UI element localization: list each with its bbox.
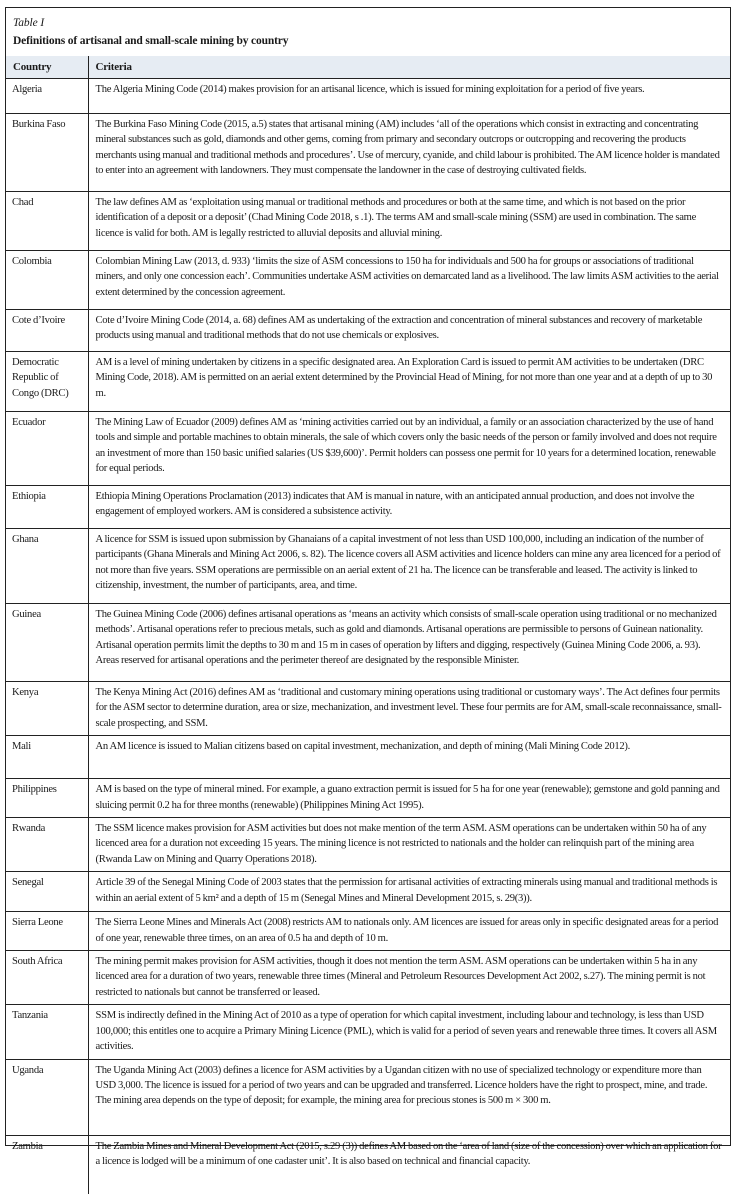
criteria-cell: An AM licence is issued to Malian citizens based on capital investment, mechanization, and depth of mining (Mali Mining Code 2012). (88, 736, 730, 779)
table-row (6, 604, 730, 682)
table-row (6, 79, 730, 114)
table-body (6, 79, 730, 1194)
country-cell: Ghana (6, 529, 88, 604)
definitions-table (6, 56, 730, 1194)
table-row (6, 818, 730, 872)
header-row (6, 56, 730, 79)
country-cell: Chad (6, 192, 88, 251)
table-header (6, 56, 730, 79)
criteria-cell: The Guinea Mining Code (2006) defines artisanal operations as ‘means an activity which consists of small-scale operation using traditional or no mechanized methods’. Artisanal operations refer to precious metals, such as gold and diamonds. Artisanal operations are permissible to persons of Guinean nationality. Artisanal operation permits limit the depths to 30 m and 15 m in cases of operation by lifters and digging, respectively (Guinea Mining Code 2006, a. 93). Areas reserved for artisanal operations and the perimeter thereof are designated by the responsible Minister. (88, 604, 730, 682)
table-row (6, 310, 730, 352)
country-cell: Philippines (6, 779, 88, 818)
table-row (6, 412, 730, 486)
table-row (6, 486, 730, 529)
criteria-cell: The law defines AM as ‘exploitation using manual or traditional methods and procedures or both at the same time, and which is not based on the prior identification of a deposit or a deposit’ (Chad Mining Code 2018, s .1). The terms AM and small-scale mining (SSM) are used in combination. The same licence is valid for both. AM is legally restricted to alluvial deposits and alluvial mining. (88, 192, 730, 251)
country-cell: Sierra Leone (6, 912, 88, 951)
table-row (6, 192, 730, 251)
criteria-cell: The Mining Law of Ecuador (2009) defines AM as ‘mining activities carried out by an individual, a family or an association characterized by the use of hand tools and simple and portable machines to obtain minerals, the sale of which covers only the basic needs of the person or family involved and does not require an investment of more than 150 basic unified salaries (US $39,600)’. Permit holders can possess one permit for 10 years for a determined location, renewable for equal periods. (88, 412, 730, 486)
country-cell: Guinea (6, 604, 88, 682)
country-cell: Cote d’Ivoire (6, 310, 88, 352)
country-cell: Democratic Republic of Congo (DRC) (6, 352, 88, 412)
criteria-cell: AM is based on the type of mineral mined. For example, a guano extraction permit is issued for 5 ha for one year (renewable); gemstone and gold panning and sluicing permit 0.2 ha for three months (renewable) (Philippines Mining Act 1995). (88, 779, 730, 818)
country-cell: Colombia (6, 251, 88, 310)
table-label: Table I (13, 14, 730, 32)
table-row (6, 951, 730, 1005)
country-cell: Zambia (6, 1135, 88, 1194)
column-header-country: Country (6, 56, 88, 79)
criteria-cell: The Uganda Mining Act (2003) defines a licence for ASM activities by a Ugandan citizen with no use of specialized technology or expenditure more than USD 3,000. The licence is issued for a period of two years and can be upgraded and transferred. Licence holders have the right to prospect, mine, and trade. The mining area depends on the type of deposit; for example, the mining area for precious stones is 500 m × 300 m. (88, 1059, 730, 1135)
table-row (6, 872, 730, 912)
country-cell: Algeria (6, 79, 88, 114)
table-row (6, 114, 730, 192)
country-cell: Tanzania (6, 1005, 88, 1059)
criteria-cell: AM is a level of mining undertaken by citizens in a specific designated area. An Exploration Card is issued to permit AM activities to be undertaken (DRC Mining Code, 2018). AM is permitted on an aerial extent determined by the Provincial Head of Mining, for not more than one year and at a depth of up to 30 m. (88, 352, 730, 412)
country-cell: Kenya (6, 682, 88, 736)
table-row (6, 912, 730, 951)
criteria-cell: Ethiopia Mining Operations Proclamation (2013) indicates that AM is manual in nature, with an anticipated annual production, and does not involve the engagement of employed workers. AM is considered a subsistence activity. (88, 486, 730, 529)
country-cell: Senegal (6, 872, 88, 912)
criteria-cell: Cote d’Ivoire Mining Code (2014, a. 68) defines AM as undertaking of the extraction and concentration of mineral substances and recovery of marketable products using manual and traditional methods that do not use chemicals or explosives. (88, 310, 730, 352)
table-row (6, 352, 730, 412)
criteria-cell: The Kenya Mining Act (2016) defines AM as ‘traditional and customary mining operations using traditional or customary ways’. The Act defines four permits for the ASM sector to determine duration, area or size, mechanization, and investment level. These four permits are for AM, small-scale reconnaissance, small-scale prospecting, and SSM. (88, 682, 730, 736)
criteria-cell: The SSM licence makes provision for ASM activities but does not make mention of the term ASM. ASM operations can be undertaken within 50 ha of any licenced area for a duration not exceeding 15 years. The mining licence is not restricted to nationals and the holder can relinquish part of the mining area (Rwanda Law on Mining and Quarry Operations 2018). (88, 818, 730, 872)
criteria-cell: Colombian Mining Law (2013, d. 933) ‘limits the size of ASM concessions to 150 ha for individuals and 500 ha for groups or associations of traditional miners, and only one concession each’. Communities undertake ASM activities on demarcated land as a livelihood. The law limits ASM activities to the aerial extent determined by the concession agreement. (88, 251, 730, 310)
country-cell: Mali (6, 736, 88, 779)
table-caption (6, 8, 730, 56)
criteria-cell: The mining permit makes provision for ASM activities, though it does not mention the term ASM. ASM operations can be undertaken within 5 ha in any licenced area for a duration of two years, renewable three times (Mineral and Petroleum Resources Development Act 2002, s.27). The mining permit is not restricted to nationals but cannot be transferred or leased. (88, 951, 730, 1005)
criteria-cell: The Sierra Leone Mines and Minerals Act (2008) restricts AM to nationals only. AM licences are issued for areas only in specific designated areas for a period of one year, renewable three times, on an area of 0.5 ha and depth of 10 m. (88, 912, 730, 951)
table-row (6, 1135, 730, 1194)
criteria-cell: The Burkina Faso Mining Code (2015, a.5) states that artisanal mining (AM) includes ‘all of the operations which consist in extracting and concentrating mineral substances such as gold, diamonds and other gems, coming from primary and secondary outcrops or outcropping and recovering the products merchants using manual and traditional methods and procedures’. Use of mercury, cyanide, and child labour is prohibited. The AM licence holder is mandated to enter into an agreement with landowners. They must compensate the landowner in the case of destroying cultivated fields. (88, 114, 730, 192)
column-header-criteria: Criteria (88, 56, 730, 79)
table-row (6, 529, 730, 604)
table-container (5, 7, 731, 1146)
table-row (6, 736, 730, 779)
table-row (6, 1059, 730, 1135)
criteria-cell: SSM is indirectly defined in the Mining Act of 2010 as a type of operation for which capital investment, including labour and technology, is less than USD 100,000; this entitles one to acquire a Primary Mining Licence (PML), which is valid for a period of seven years and renewable three times. It covers all ASM activities. (88, 1005, 730, 1059)
country-cell: Ethiopia (6, 486, 88, 529)
country-cell: Burkina Faso (6, 114, 88, 192)
table-row (6, 779, 730, 818)
country-cell: Ecuador (6, 412, 88, 486)
criteria-cell: The Algeria Mining Code (2014) makes provision for an artisanal licence, which is issued for mining exploitation for a period of five years. (88, 79, 730, 114)
criteria-cell: A licence for SSM is issued upon submission by Ghanaians of a capital investment of not less than USD 100,000, including an indication of the number of participants (Ghana Minerals and Mining Act 2006, s. 82). The licence covers all ASM activities and licence holders can mine any area licenced for a period of not more than five years. SSM operations are permissible on an aerial extent of 21 ha. The licence can be transferable and leased. The activity is linked to citizenship, investment, the number of participants, area, and time. (88, 529, 730, 604)
country-cell: South Africa (6, 951, 88, 1005)
country-cell: Rwanda (6, 818, 88, 872)
table-title: Definitions of artisanal and small-scale mining by country (13, 32, 730, 50)
table-row (6, 1005, 730, 1059)
criteria-cell: Article 39 of the Senegal Mining Code of 2003 states that the permission for artisanal activities of extracting minerals using manual and traditional methods is within an aerial extent of 5 km² and a depth of 15 m (Senegal Mines and Mineral Development 2015, s. 29(3)). (88, 872, 730, 912)
table-row (6, 251, 730, 310)
criteria-cell: The Zambia Mines and Mineral Development Act (2015, s.29 (3)) defines AM based on the ‘area of land (size of the concession) over which an application for a licence is lodged will be a minimum of one cadaster unit’. It is also based on technical and financial capacity. (88, 1135, 730, 1194)
country-cell: Uganda (6, 1059, 88, 1135)
table-row (6, 682, 730, 736)
